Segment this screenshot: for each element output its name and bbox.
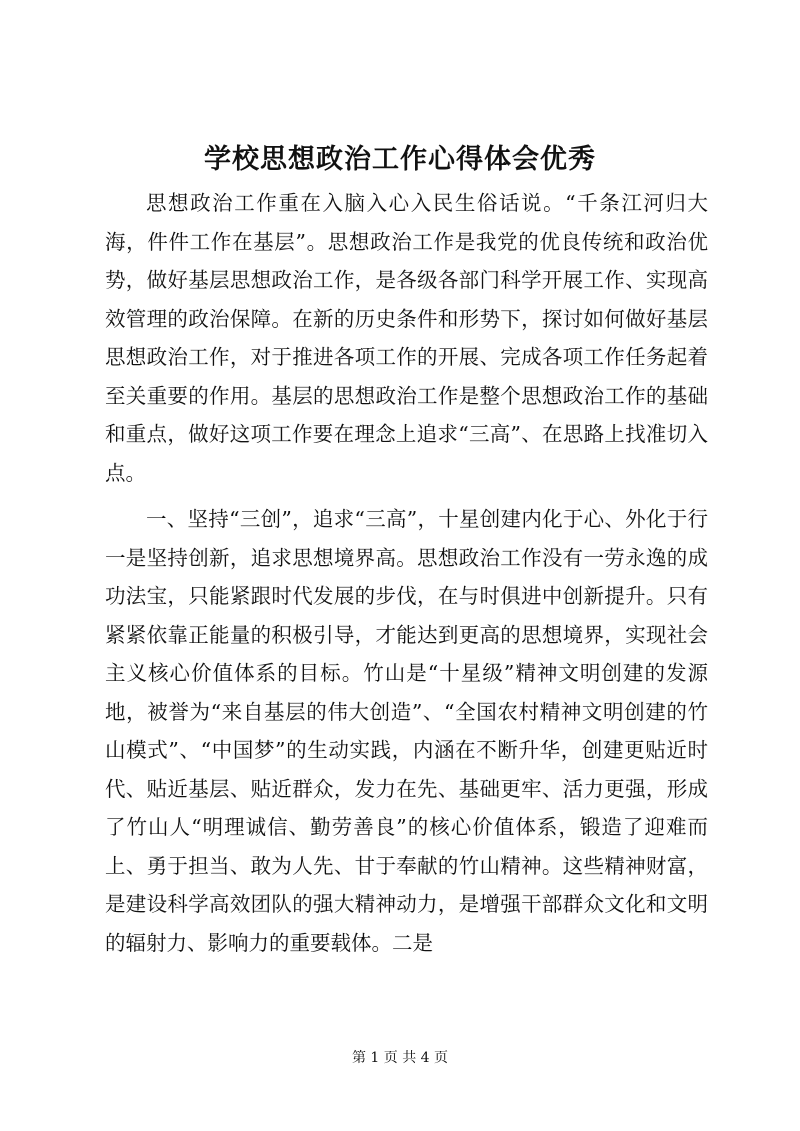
paragraph-1: 思想政治工作重在入脑入心入民生俗话说。“千条江河归大海，件件工作在基层”。思想政治工作是我党的优良传统和政治优势，做好基层思想政治工作，是各级各部门科学开展工作、实现高效管理的政治保障。在新的历史条件和形势下，探讨如何做好基层思想政治工作，对于推进各项工作的开展、完成各项工作任务起着至关重要的作用。基层的思想政治工作是整个思想政治工作的基础和重点，做好这项工作要在理念上追求“三高”、在思路上找准切入点。 (105, 191, 708, 485)
page-footer: 第 1 页 共 4 页 (351, 1050, 449, 1066)
paragraph-2: 一、坚持“三创”，追求“三高”，十星创建内化于心、外化于行一是坚持创新，追求思想境界高。思想政治工作没有一劳永逸的成功法宝，只能紧跟时代发展的步伐，在与时俱进中创新提升。只有紧紧依靠正能量的积极引导，才能达到更高的思想境界，实现社会主义核心价值体系的目标。竹山是“十星级”精神文明创建的发源地，被誉为“来自基层的伟大创造”、“全国农村精神文明创建的竹山模式”、“中国梦”的生动实践，内涵在不断升华，创建更贴近时代、贴近基层、贴近群众，发力在先、基础更牢、活力更强，形成了竹山人“明理诚信、勤劳善良”的核心价值体系，锻造了迎难而上、勇于担当、敢为人先、甘于奉献的竹山精神。这些精神财富，是建设科学高效团队的强大精神动力，是增强干部群众文化和文明的辐射力、影响力的重要载体。二是 (105, 507, 708, 955)
document-body (105, 184, 708, 970)
document-title: 学校思想政治工作心得体会优秀 (204, 144, 596, 175)
